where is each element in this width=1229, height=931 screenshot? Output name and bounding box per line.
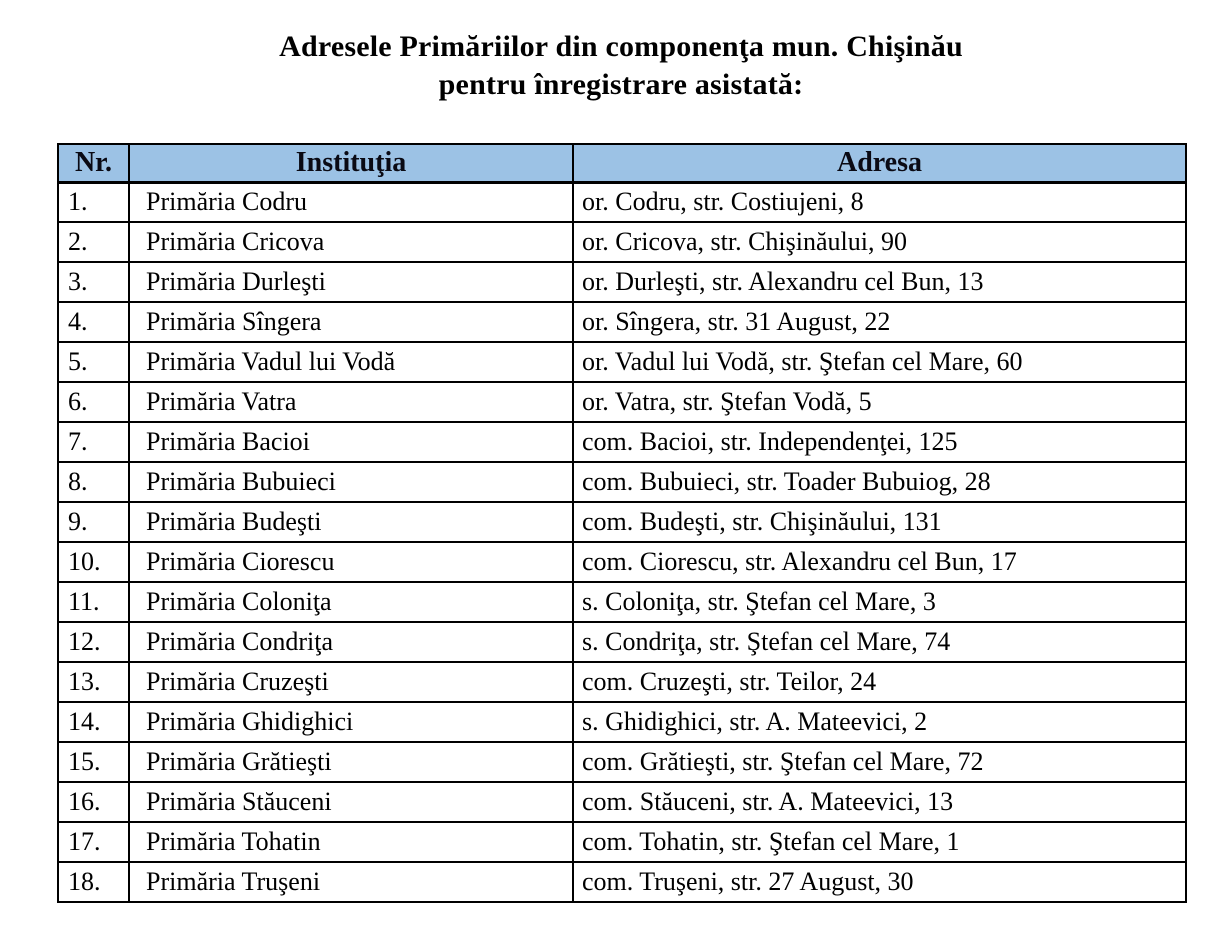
- address-cell: or. Cricova, str. Chişinăului, 90: [573, 222, 1186, 262]
- institution-cell: Primăria Condriţa: [129, 622, 573, 662]
- table-row: [58, 622, 1186, 662]
- institution-cell: Primăria Truşeni: [129, 862, 573, 902]
- table-row: [58, 382, 1186, 422]
- institution-cell: Primăria Durleşti: [129, 262, 573, 302]
- row-number-cell: 13.: [58, 662, 129, 702]
- row-number-cell: 11.: [58, 582, 129, 622]
- address-cell: or. Durleşti, str. Alexandru cel Bun, 13: [573, 262, 1186, 302]
- row-number-cell: 2.: [58, 222, 129, 262]
- column-header-institution: Instituţia: [129, 144, 573, 182]
- row-number-cell: 18.: [58, 862, 129, 902]
- table-header-row: [58, 144, 1186, 182]
- row-number-cell: 6.: [58, 382, 129, 422]
- address-cell: s. Ghidighici, str. A. Mateevici, 2: [573, 702, 1186, 742]
- address-cell: com. Bacioi, str. Independenţei, 125: [573, 422, 1186, 462]
- row-number-cell: 4.: [58, 302, 129, 342]
- table-row: [58, 822, 1186, 862]
- institution-cell: Primăria Cricova: [129, 222, 573, 262]
- table-row: [58, 262, 1186, 302]
- table-row: [58, 342, 1186, 382]
- column-header-address: Adresa: [573, 144, 1186, 182]
- address-cell: or. Codru, str. Costiujeni, 8: [573, 182, 1186, 222]
- column-header-nr: Nr.: [58, 144, 129, 182]
- institution-cell: Primăria Grătieşti: [129, 742, 573, 782]
- table-row: [58, 702, 1186, 742]
- address-cell: com. Stăuceni, str. A. Mateevici, 13: [573, 782, 1186, 822]
- table-row: [58, 222, 1186, 262]
- institution-cell: Primăria Stăuceni: [129, 782, 573, 822]
- row-number-cell: 14.: [58, 702, 129, 742]
- row-number-cell: 10.: [58, 542, 129, 582]
- address-cell: or. Sîngera, str. 31 August, 22: [573, 302, 1186, 342]
- row-number-cell: 16.: [58, 782, 129, 822]
- institution-cell: Primăria Vadul lui Vodă: [129, 342, 573, 382]
- row-number-cell: 7.: [58, 422, 129, 462]
- address-cell: s. Condriţa, str. Ştefan cel Mare, 74: [573, 622, 1186, 662]
- address-cell: com. Grătieşti, str. Ştefan cel Mare, 72: [573, 742, 1186, 782]
- row-number-cell: 12.: [58, 622, 129, 662]
- row-number-cell: 17.: [58, 822, 129, 862]
- address-cell: com. Budeşti, str. Chişinăului, 131: [573, 502, 1186, 542]
- institution-cell: Primăria Cruzeşti: [129, 662, 573, 702]
- row-number-cell: 5.: [58, 342, 129, 382]
- institution-cell: Primăria Sîngera: [129, 302, 573, 342]
- table-row: [58, 862, 1186, 902]
- table-row: [58, 662, 1186, 702]
- row-number-cell: 15.: [58, 742, 129, 782]
- institution-cell: Primăria Ghidighici: [129, 702, 573, 742]
- page-title-line-1: Adresele Primăriilor din componenţa mun. Chişinău: [279, 30, 963, 63]
- table-row: [58, 462, 1186, 502]
- address-cell: s. Coloniţa, str. Ştefan cel Mare, 3: [573, 582, 1186, 622]
- address-table: [57, 143, 1187, 903]
- address-cell: com. Tohatin, str. Ştefan cel Mare, 1: [573, 822, 1186, 862]
- row-number-cell: 1.: [58, 182, 129, 222]
- institution-cell: Primăria Tohatin: [129, 822, 573, 862]
- institution-cell: Primăria Ciorescu: [129, 542, 573, 582]
- address-cell: com. Cruzeşti, str. Teilor, 24: [573, 662, 1186, 702]
- table-row: [58, 582, 1186, 622]
- institution-cell: Primăria Coloniţa: [129, 582, 573, 622]
- table-row: [58, 782, 1186, 822]
- institution-cell: Primăria Codru: [129, 182, 573, 222]
- table-row: [58, 302, 1186, 342]
- address-cell: com. Truşeni, str. 27 August, 30: [573, 862, 1186, 902]
- address-cell: com. Bubuieci, str. Toader Bubuiog, 28: [573, 462, 1186, 502]
- address-cell: or. Vadul lui Vodă, str. Ştefan cel Mare, 60: [573, 342, 1186, 382]
- table-row: [58, 542, 1186, 582]
- table-row: [58, 422, 1186, 462]
- table-row: [58, 742, 1186, 782]
- table-row: [58, 502, 1186, 542]
- institution-cell: Primăria Bacioi: [129, 422, 573, 462]
- table-row: [58, 182, 1186, 222]
- institution-cell: Primăria Bubuieci: [129, 462, 573, 502]
- address-cell: or. Vatra, str. Ştefan Vodă, 5: [573, 382, 1186, 422]
- address-cell: com. Ciorescu, str. Alexandru cel Bun, 17: [573, 542, 1186, 582]
- row-number-cell: 9.: [58, 502, 129, 542]
- page-title-line-2: pentru înregistrare asistată:: [438, 68, 804, 101]
- row-number-cell: 8.: [58, 462, 129, 502]
- page-title: [57, 28, 1185, 104]
- institution-cell: Primăria Budeşti: [129, 502, 573, 542]
- institution-cell: Primăria Vatra: [129, 382, 573, 422]
- row-number-cell: 3.: [58, 262, 129, 302]
